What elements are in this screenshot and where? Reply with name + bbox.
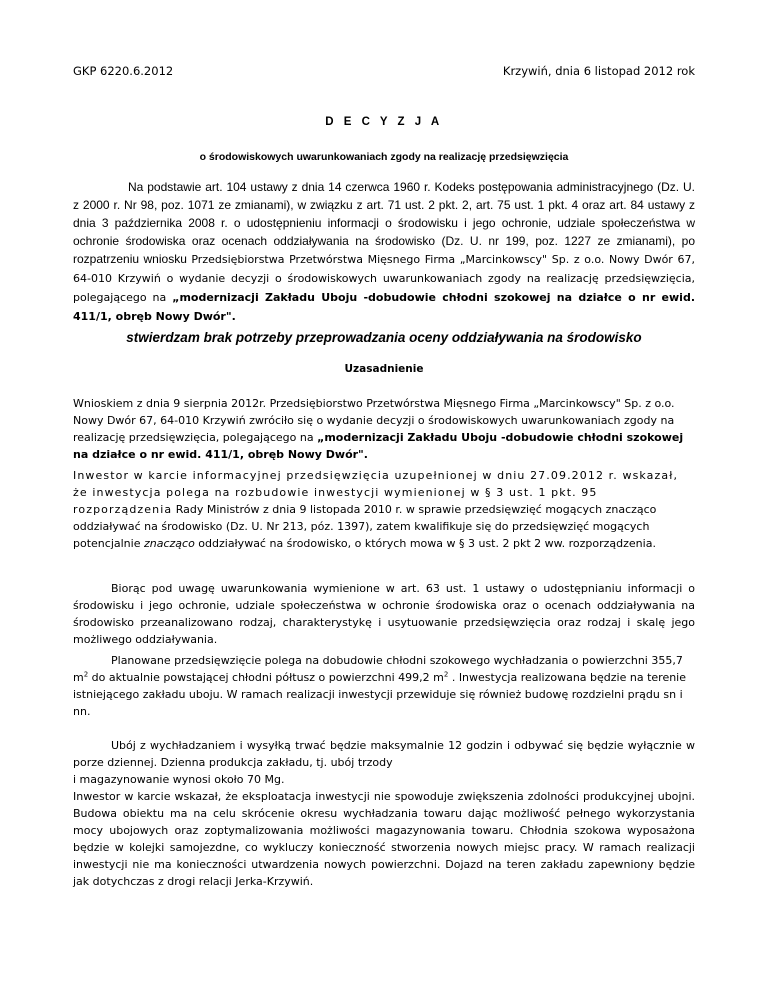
verdict: stwierdzam brak potrzeby przeprowadzania oceny oddziaływania na środowisko	[126, 330, 642, 345]
planned-text-2: do aktualnie powstającej chłodni półtusz o powierzchni 499,2 m	[88, 671, 444, 684]
decision-subtitle: o środowiskowych uwarunkowaniach zgody na realizację przedsięwzięcia	[199, 151, 569, 163]
request-project-name: „modernizacji Zakładu Uboju -dobudowie chłodni szokowej na działce o nr ewid. 411/1, obręb Nowy Dwór".	[73, 431, 684, 461]
slaughter-text-2: i magazynowanie wynosi około 70 Mg.	[73, 773, 285, 786]
legal-basis-paragraph	[73, 178, 695, 326]
superscript: 2	[83, 670, 89, 679]
request-text: Wnioskiem z dnia 9 sierpnia 2012r. Przedsiębiorstwo Przetwórstwa Mięsnego Firma „Marcinkowscy" Sp. z o.o. Nowy Dwór 67, 64-010 Krzywiń zwróciło się o wydanie decyzji o środowiskowych uwarunkowaniach zgody na realizację przedsięwzięcia, polegającego na	[73, 397, 675, 444]
case-number: GKP 6220.6.2012	[73, 64, 174, 78]
planned-text-3: . Inwestycja realizowana będzie na terenie istniejącego zakładu uboju. W ramach realizacji inwestycji przewiduje się również budowę rozdzielni prądu sn i nn.	[73, 671, 687, 718]
legal-basis-text: Na podstawie art. 104 ustawy z dnia 14 czerwca 1960 r. Kodeks postępowania administracyjnego (Dz. U. z 2000 r. Nr 98, poz. 1071 ze zmianami), w związku z art. 71 ust. 2 pkt. 2, art. 75 ust. 1 pkt. 4 oraz art. 84 ustawy z dnia 3 października 2008 r. o udostępnieniu informacji o środowisku i jego ochronie, udziale społeczeństwa w ochronie środowiska oraz ocenach oddziaływania na środowisko (Dz. U. nr 199, poz. 1227 ze zmianami), po rozpatrzeniu wniosku	[73, 180, 695, 266]
investor-text-end: oddziaływać na środowisko, o których mowa w § 3 ust. 2 pkt 2 ww. rozporządzenia.	[194, 537, 656, 550]
investor-text: Rady Ministrów z dnia 9 listopada 2010 r. w sprawie przedsięwzięć mogących znacząco oddziaływać na środowisko (Dz. U. Nr 213, póz. 1397), zatem kwalifikuje się do przedsięwzięć mogących potencjalnie	[73, 503, 657, 550]
place-date: Krzywiń, dnia 6 listopad 2012 rok	[502, 64, 695, 78]
investor-italic: znacząco	[143, 537, 195, 550]
decision-title: D E C Y Z J A	[325, 116, 443, 128]
project-name: „modernizacji Zakładu Uboju -dobudowie chłodni szokowej na działce o nr ewid. 411/1, obręb Nowy Dwór".	[73, 291, 695, 323]
justification-heading: Uzasadnienie	[344, 363, 424, 375]
superscript: 2	[443, 670, 449, 679]
planned-text-1: Planowane przedsięwzięcie polega na dobudowie chłodni szokowego wychładzania o powierzchni 355,7 m	[73, 654, 683, 684]
planned-paragraph	[73, 652, 695, 720]
slaughter-paragraph	[73, 737, 695, 890]
investor-spaced-text: Inwestor w karcie informacyjnej przedsięwzięcia uzupełnionej w dniu 27.09.2012 r. wskazał, że inwestycja polega na rozbudowie inwestycji wymienionej w § 3 ust. 1 pkt. 95 rozporządzenia	[73, 469, 679, 516]
slaughter-text-3: Inwestor w karcie wskazał, że eksploatacja inwestycji nie spowoduje zwiększenia zdolności produkcyjnej ubojni. Budowa obiektu ma na celu skrócenie okresu wychładzania towaru dając możliwość pełnego wykorzystania mocy ubojowych oraz zoptymalizowania możliwości magazynowania towaru. Chłodnia szokowa wyposażona będzie w kolejki samojezdne, co wykluczy konieczność stworzenia nowych miejsc pracy. W ramach realizacji inwestycji nie ma konieczności utwardzenia nowych powierzchni. Dojazd na teren zakładu zapewniony będzie jak dotychczas z drogi relacji Jerka-Krzywiń.	[73, 790, 695, 888]
slaughter-text-1: Ubój z wychładzaniem i wysyłką trwać będzie maksymalnie 12 godzin i odbywać się będzie wyłącznie w porze dziennej. Dzienna produkcja zakładu, tj. ubój trzody	[73, 739, 695, 769]
request-paragraph	[73, 395, 695, 463]
investor-paragraph	[73, 467, 695, 552]
applicant-text: Przedsiębiorstwa Przetwórstwa Mięsnego Firma „Marcinkowscy" Sp. z o.o. Nowy Dwór 67, 64-010 Krzywiń o wydanie decyzji o środowiskowych uwarunkowaniach zgody na realizację przedsięwzięcia, polegającego na	[73, 253, 695, 304]
conditions-paragraph	[73, 580, 695, 648]
conditions-text: Biorąc pod uwagę uwarunkowania wymienione w art. 63 ust. 1 ustawy o udostępnianiu informacji o środowisku i jego ochronie, udziale społeczeństwa w ochronie środowiska oraz o ocenach oddziaływania na środowisko przeanalizowano rodzaj, charakterystykę i usytuowanie przedsięwzięcia oraz rodzaj i skalę jego możliwego oddziaływania.	[73, 582, 695, 646]
